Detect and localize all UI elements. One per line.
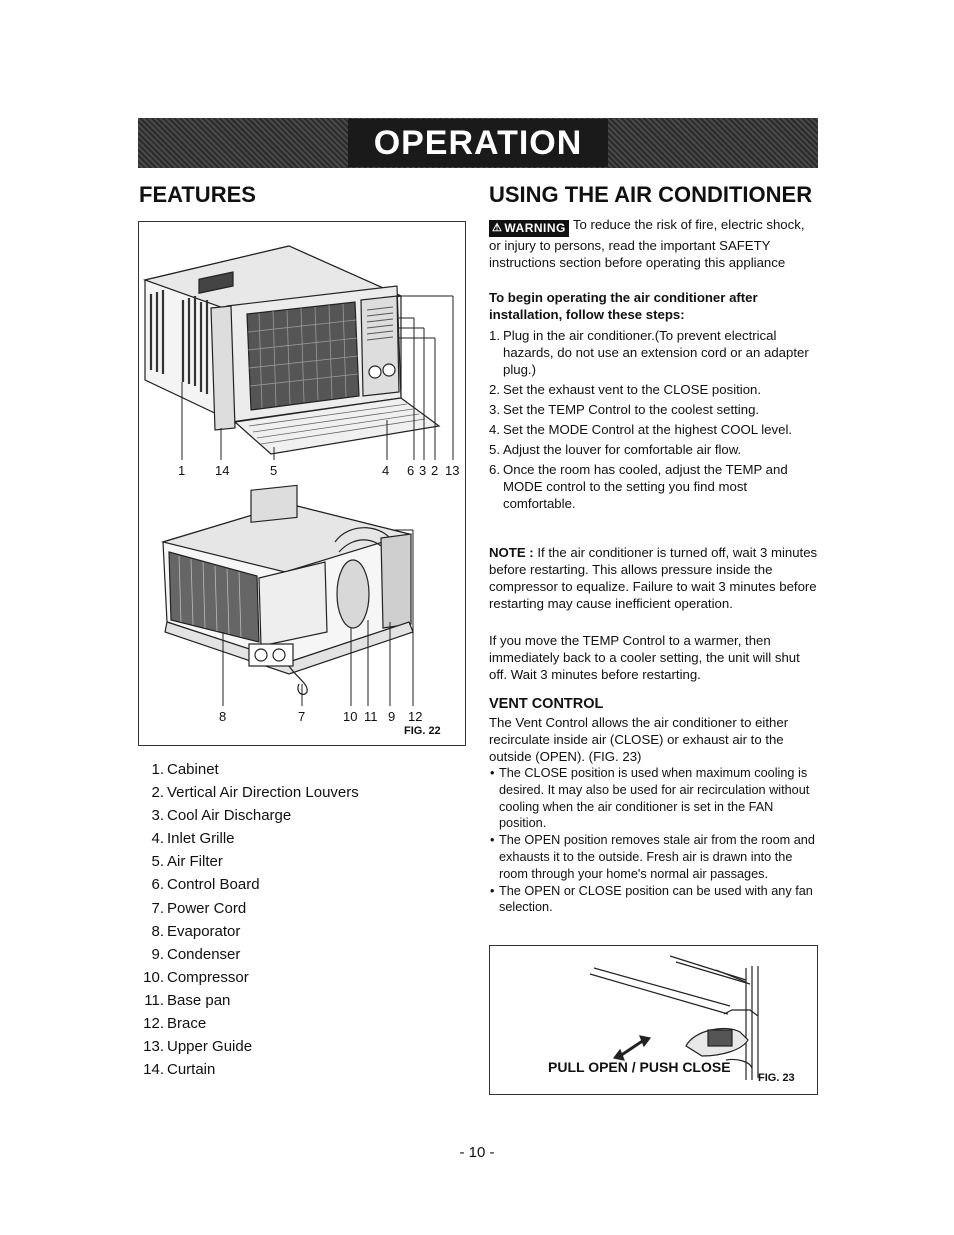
note-label: NOTE : <box>489 545 534 560</box>
note-text: If the air conditioner is turned off, wait 3 minutes before restarting. This allows pressure inside the compressor to equalize. Failure to wait 3 minutes before restarting may cause inefficient operation. <box>489 545 818 611</box>
callout-13: 13 <box>445 463 460 478</box>
fig22-figure <box>138 221 466 746</box>
using-heading: USING THE AIR CONDITIONER <box>489 182 813 207</box>
callout-9: 9 <box>388 709 396 724</box>
step-item: 4. Set the MODE Control at the highest COOL level. <box>489 422 793 437</box>
callout-8: 8 <box>219 709 227 724</box>
fig23-figure <box>489 945 818 1095</box>
list-item: 1. Cabinet <box>151 761 219 778</box>
list-item: 14. Curtain <box>143 1061 216 1079</box>
note-paragraph <box>489 544 819 612</box>
list-item: 3. Cool Air Discharge <box>151 807 292 825</box>
vent-intro: The Vent Control allows the air conditioner to either recirculate inside air (CLOSE) or exhaust air to the outside (OPEN). (FIG. 23) <box>489 715 789 764</box>
step-item: 2. Set the exhaust vent to the CLOSE position. <box>489 382 762 397</box>
list-item: 6. Control Board <box>151 876 260 894</box>
vent-bullets <box>489 765 819 916</box>
callout-3: 3 <box>419 463 427 478</box>
list-item: • The OPEN or CLOSE position can be used with any fan selection. <box>489 883 819 917</box>
page-number: - 10 - <box>459 1144 495 1161</box>
list-item: 13. Upper Guide <box>143 1038 253 1056</box>
callout-7: 7 <box>298 709 306 724</box>
steps-list <box>489 327 819 515</box>
warning-badge: ⚠ WARNING <box>489 220 569 237</box>
callout-5: 5 <box>270 463 278 478</box>
warning-triangle-icon: ⚠ <box>492 222 503 234</box>
list-item: 4. Inlet Grille <box>151 830 235 848</box>
fig22-label: FIG. 22 <box>404 725 441 737</box>
step-item: 3. Set the TEMP Control to the coolest setting. <box>489 402 760 417</box>
fig23-caption: PULL OPEN / PUSH CLOSE <box>548 1059 731 1075</box>
list-item: • The CLOSE position is used when maximum cooling is desired. It may also be used for air recirculation without cooling when the air conditioner is set in the FAN position. <box>489 765 819 832</box>
banner-title: OPERATION <box>373 123 583 162</box>
callout-11: 11 <box>364 709 378 724</box>
callout-4: 4 <box>382 463 390 478</box>
warning-paragraph <box>489 216 819 271</box>
air-conditioner-illustration <box>139 222 467 747</box>
banner-title-box <box>348 119 609 167</box>
list-item: 7. Power Cord <box>151 899 247 917</box>
features-list <box>140 758 359 1081</box>
step-item: 6. Once the room has cooled, adjust the TEMP and MODE control to the setting you find most comfortable. <box>489 462 788 511</box>
list-item: 10. Compressor <box>143 968 249 986</box>
step-item: 1. Plug in the air conditioner.(To prevent electrical hazards, do not use an extension cord or an adapter plug.) <box>489 328 809 377</box>
operation-banner <box>138 118 818 168</box>
callout-1: 1 <box>178 463 186 478</box>
list-item: 8. Evaporator <box>151 922 241 940</box>
list-item: • The OPEN position removes stale air from the room and exhausts it to the outside. Fresh air is drawn into the room through your home's normal air passages. <box>489 832 819 882</box>
list-item: 11. Base pan <box>144 991 231 1009</box>
note2-paragraph: If you move the TEMP Control to a warmer, then immediately back to a cooler setting, the unit will shut off. Wait 3 minutes before restarting. <box>489 633 800 682</box>
fig23-label: FIG. 23 <box>758 1072 795 1084</box>
callout-2: 2 <box>431 463 439 478</box>
features-heading: FEATURES <box>139 182 256 207</box>
callout-14: 14 <box>215 463 230 478</box>
callout-12: 12 <box>408 709 423 724</box>
list-item: 5. Air Filter <box>151 853 223 871</box>
warning-text: To reduce the risk of fire, electric shock, or injury to persons, read the important SAFETY instructions section before operating this appliance <box>489 217 805 270</box>
vent-heading: VENT CONTROL <box>489 696 604 712</box>
list-item: 12. Brace <box>143 1015 207 1033</box>
callout-10: 10 <box>343 709 358 724</box>
list-item: 9. Condenser <box>151 945 241 963</box>
list-item: 2. Vertical Air Direction Louvers <box>151 784 359 802</box>
steps-intro: To begin operating the air conditioner after installation, follow these steps: <box>489 290 758 322</box>
callout-6: 6 <box>407 463 415 478</box>
step-item: 5. Adjust the louver for comfortable air flow. <box>489 442 742 457</box>
